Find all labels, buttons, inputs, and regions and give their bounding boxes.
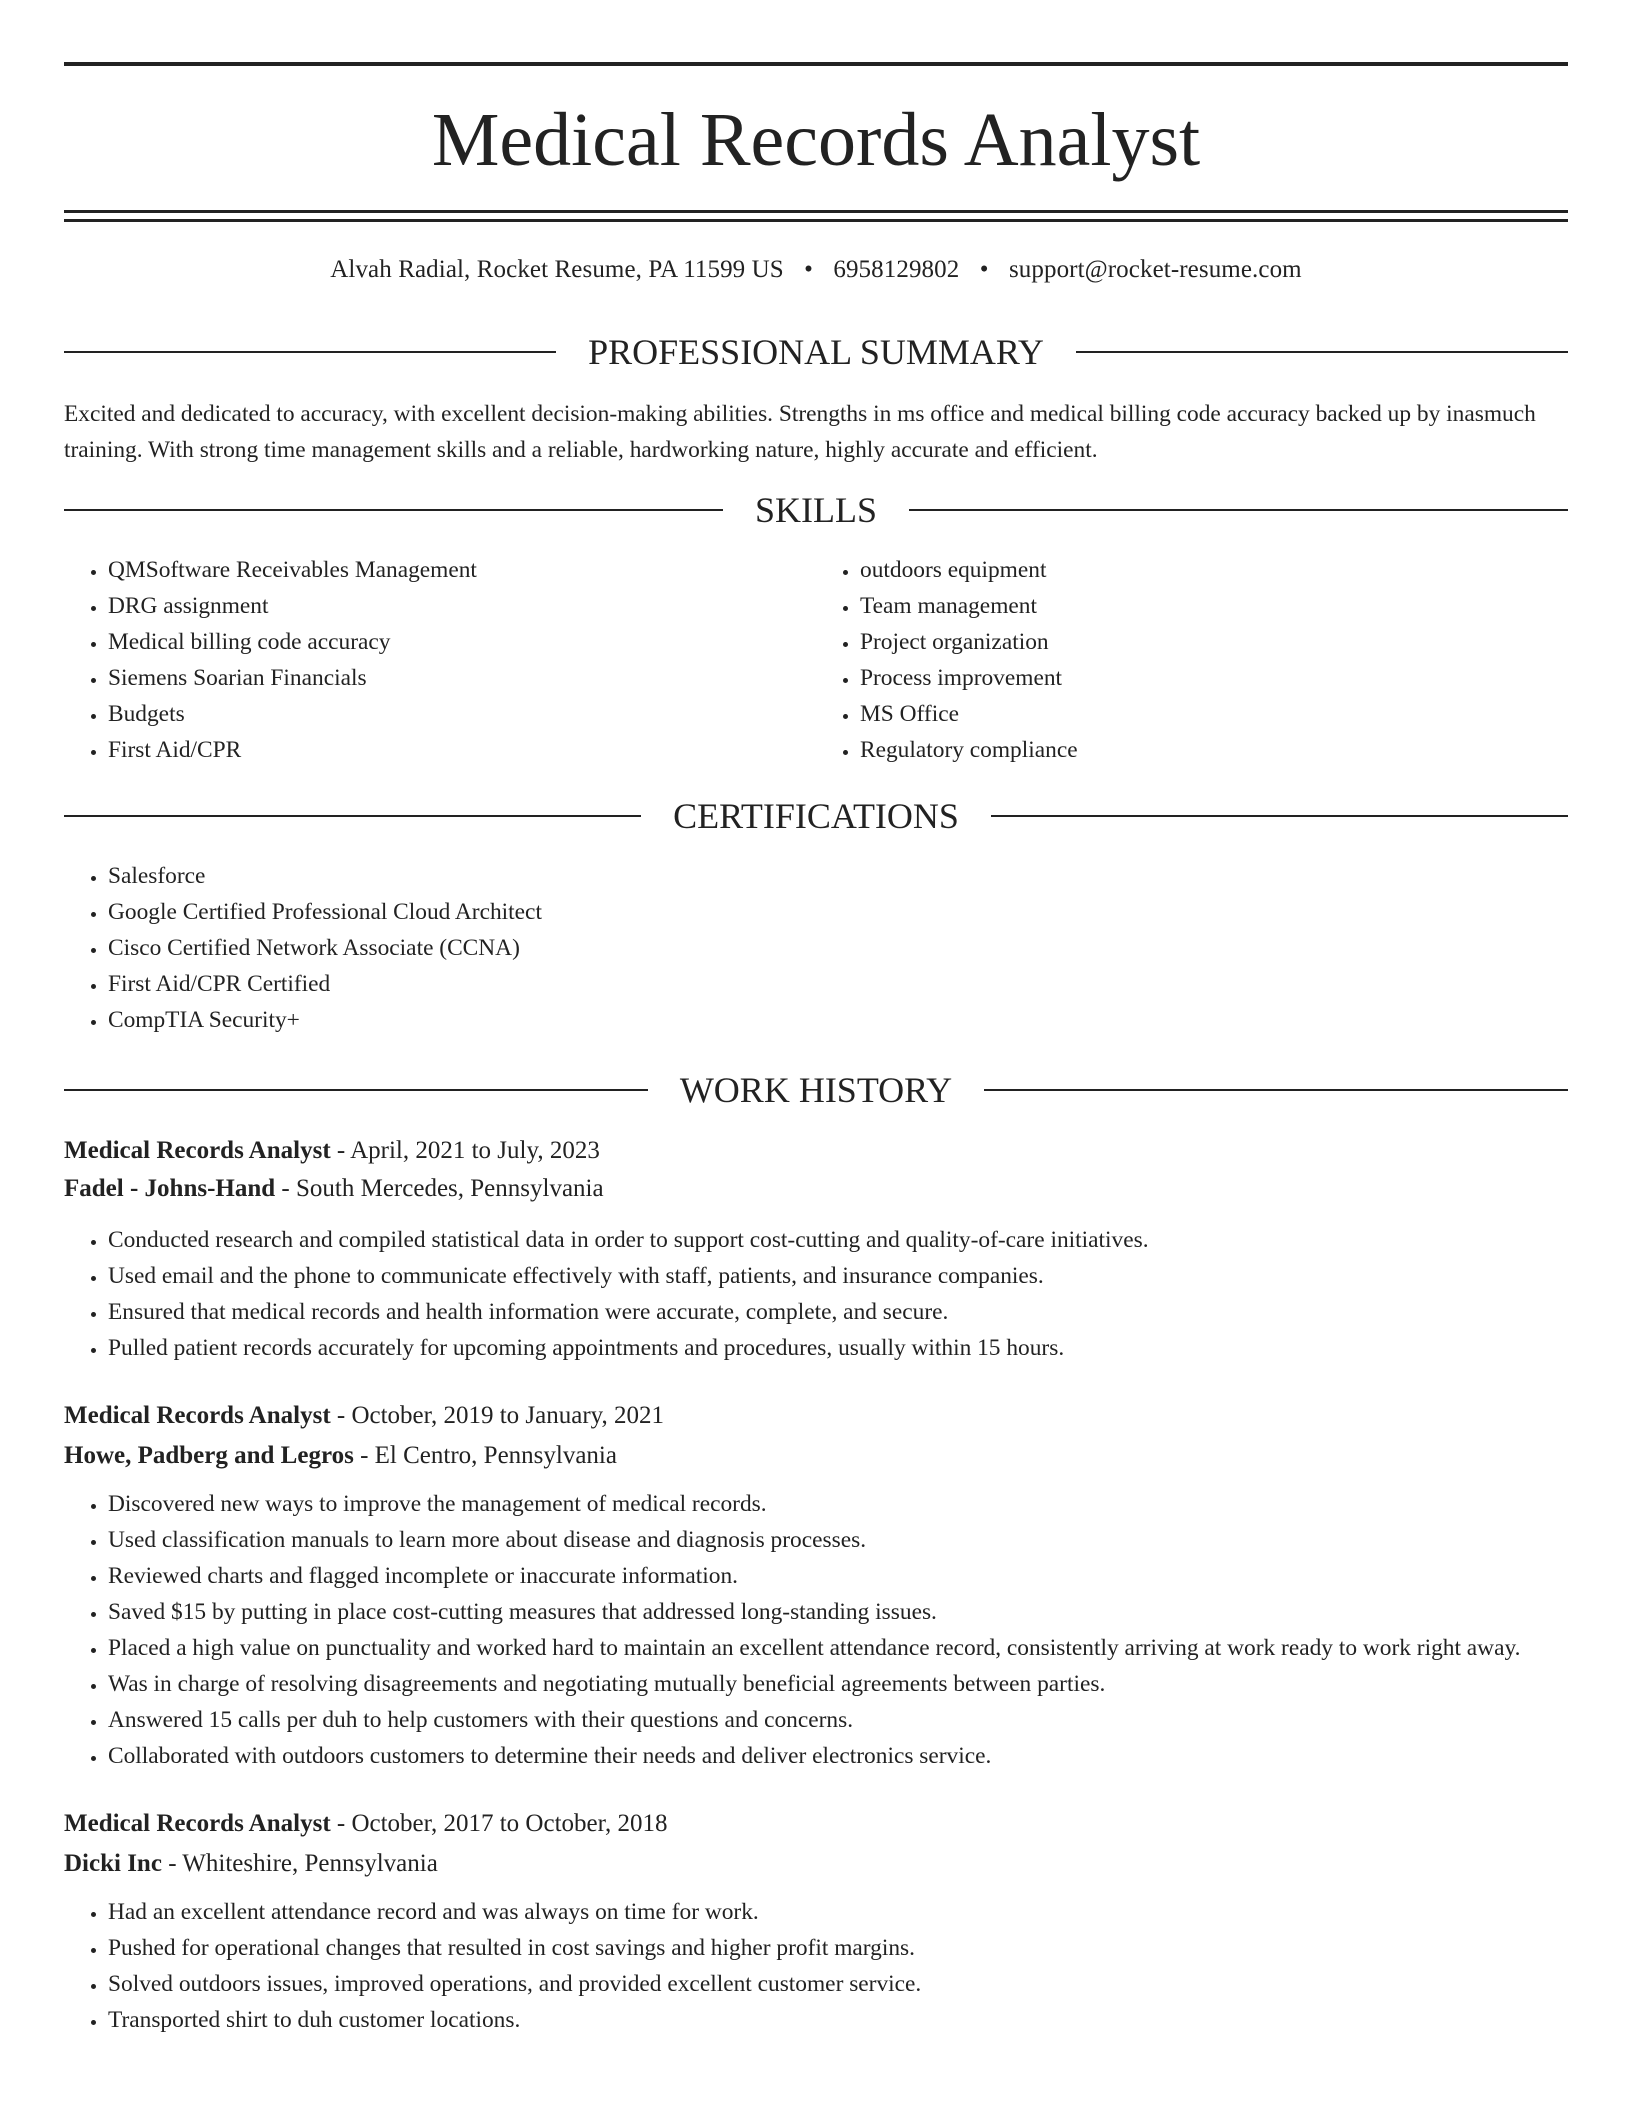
job-bullets <box>64 1894 1568 2038</box>
job-entry <box>64 1132 1568 1366</box>
skills-heading <box>64 492 1568 528</box>
job-bullet: • Discovered new ways to improve the management of medical records. <box>108 1486 1568 1522</box>
job-location: - El Centro, Pennsylvania <box>353 1442 617 1469</box>
heading-rule-left <box>64 509 723 511</box>
work-history-heading <box>64 1072 1568 1108</box>
heading-rule-left <box>64 815 641 817</box>
job-bullet: • Pushed for operational changes that resulted in cost savings and higher profit margins. <box>108 1930 1568 1966</box>
contact-email: support@rocket-resume.com <box>1008 256 1302 283</box>
job-title: Medical Records Analyst <box>64 1137 331 1164</box>
job-entry <box>64 1396 1568 1774</box>
job-bullet: • Answered 15 calls per duh to help customers with their questions and concerns. <box>108 1702 1568 1738</box>
resume-page <box>64 62 1568 2038</box>
summary-heading <box>64 334 1568 370</box>
job-bullet: • Had an excellent attendance record and was always on time for work. <box>108 1894 1568 1930</box>
job-bullet: • Pulled patient records accurately for upcoming appointments and procedures, usually within 15 hours. <box>108 1330 1568 1366</box>
skill-item: • Team management <box>860 588 1568 624</box>
summary-text: Excited and dedicated to accuracy, with excellent decision-making abilities. Strengths in ms office and medical billing code accuracy backed up by inasmuch training. With strong time management skills and a reliable, hardworking nature, highly accurate and efficient. <box>64 401 1536 463</box>
contact-address: Alvah Radial, Rocket Resume, PA 11599 US <box>330 256 784 283</box>
heading-rule-right <box>991 815 1568 817</box>
job-bullet: • Used email and the phone to communicate effectively with staff, patients, and insurance companies. <box>108 1258 1568 1294</box>
job-bullet: • Saved $15 by putting in place cost-cutting measures that addressed long-standing issues. <box>108 1594 1568 1630</box>
title-rule-lower <box>64 219 1568 222</box>
certification-item: • Cisco Certified Network Associate (CCNA) <box>108 930 1568 966</box>
skill-item: • Budgets <box>108 696 816 732</box>
skills-columns <box>64 552 1568 768</box>
certifications-list <box>64 858 1568 1038</box>
contact-line <box>64 256 1568 286</box>
job-dates: - April, 2021 to July, 2023 <box>330 1137 600 1164</box>
skills-list-right <box>816 552 1568 768</box>
job-company-line <box>64 1844 1568 1884</box>
contact-separator: • <box>979 256 989 283</box>
skill-item: • Medical billing code accuracy <box>108 624 816 660</box>
skill-item: • Project organization <box>860 624 1568 660</box>
skill-item: • MS Office <box>860 696 1568 732</box>
job-bullets <box>64 1486 1568 1774</box>
job-title: Medical Records Analyst <box>64 1810 331 1837</box>
job-company: Fadel - Johns-Hand <box>64 1175 276 1202</box>
job-entry <box>64 1804 1568 2038</box>
job-company: Dicki Inc <box>64 1850 162 1877</box>
certifications-heading <box>64 798 1568 834</box>
certification-item: • CompTIA Security+ <box>108 1002 1568 1038</box>
job-bullets <box>64 1222 1568 1366</box>
job-bullet: • Reviewed charts and flagged incomplete or inaccurate information. <box>108 1558 1568 1594</box>
job-bullet: • Collaborated with outdoors customers to determine their needs and deliver electronics service. <box>108 1738 1568 1774</box>
skill-item: • First Aid/CPR <box>108 732 816 768</box>
job-bullet: • Transported shirt to duh customer locations. <box>108 2002 1568 2038</box>
heading-rule-right <box>909 509 1568 511</box>
contact-separator: • <box>804 256 813 283</box>
job-title: Medical Records Analyst <box>64 1402 331 1429</box>
heading-rule-left <box>64 351 556 353</box>
job-bullet: • Conducted research and compiled statistical data in order to support cost-cutting and quality-of-care initiatives. <box>108 1222 1568 1258</box>
skill-item: • Regulatory compliance <box>860 732 1568 768</box>
job-dates: - October, 2017 to October, 2018 <box>330 1810 668 1837</box>
heading-rule-right <box>984 1089 1568 1091</box>
skill-item: • Process improvement <box>860 660 1568 696</box>
certification-item: • First Aid/CPR Certified <box>108 966 1568 1002</box>
page-title: Medical Records Analyst <box>431 98 1201 182</box>
summary-heading-label: PROFESSIONAL SUMMARY <box>588 332 1044 372</box>
job-bullet: • Placed a high value on punctuality and worked hard to maintain an excellent attendance record, consistently arriving at work ready to work right away. <box>108 1630 1568 1666</box>
contact-phone: 6958129802 <box>833 256 960 283</box>
top-rule <box>64 62 1568 66</box>
certifications-heading-label: CERTIFICATIONS <box>673 796 959 836</box>
skills-heading-label: SKILLS <box>755 490 878 530</box>
job-company: Howe, Padberg and Legros <box>64 1442 354 1469</box>
job-company-line <box>64 1436 1568 1476</box>
job-location: - South Mercedes, Pennsylvania <box>275 1175 604 1202</box>
job-bullet: • Was in charge of resolving disagreements and negotiating mutually beneficial agreements between parties. <box>108 1666 1568 1702</box>
certification-item: • Salesforce <box>108 858 1568 894</box>
skill-item: • Siemens Soarian Financials <box>108 660 816 696</box>
job-bullet: • Used classification manuals to learn more about disease and diagnosis processes. <box>108 1522 1568 1558</box>
job-title-line <box>64 1804 1568 1844</box>
skill-item: • outdoors equipment <box>860 552 1568 588</box>
skill-item: • DRG assignment <box>108 588 816 624</box>
job-dates: - October, 2019 to January, 2021 <box>330 1402 665 1429</box>
job-title-line <box>64 1396 1568 1436</box>
job-bullet: • Ensured that medical records and health information were accurate, complete, and secure. <box>108 1294 1568 1330</box>
heading-rule-left <box>64 1089 648 1091</box>
skill-item: • QMSoftware Receivables Management <box>108 552 816 588</box>
heading-rule-right <box>1076 351 1568 353</box>
skills-list-left <box>64 552 816 768</box>
job-location: - Whiteshire, Pennsylvania <box>161 1850 438 1877</box>
job-bullet: • Solved outdoors issues, improved operations, and provided excellent customer service. <box>108 1966 1568 2002</box>
work-history-heading-label: WORK HISTORY <box>679 1070 953 1110</box>
title-rule-upper <box>64 210 1568 213</box>
job-title-line <box>64 1132 1568 1170</box>
job-company-line <box>64 1170 1568 1208</box>
certification-item: • Google Certified Professional Cloud Architect <box>108 894 1568 930</box>
